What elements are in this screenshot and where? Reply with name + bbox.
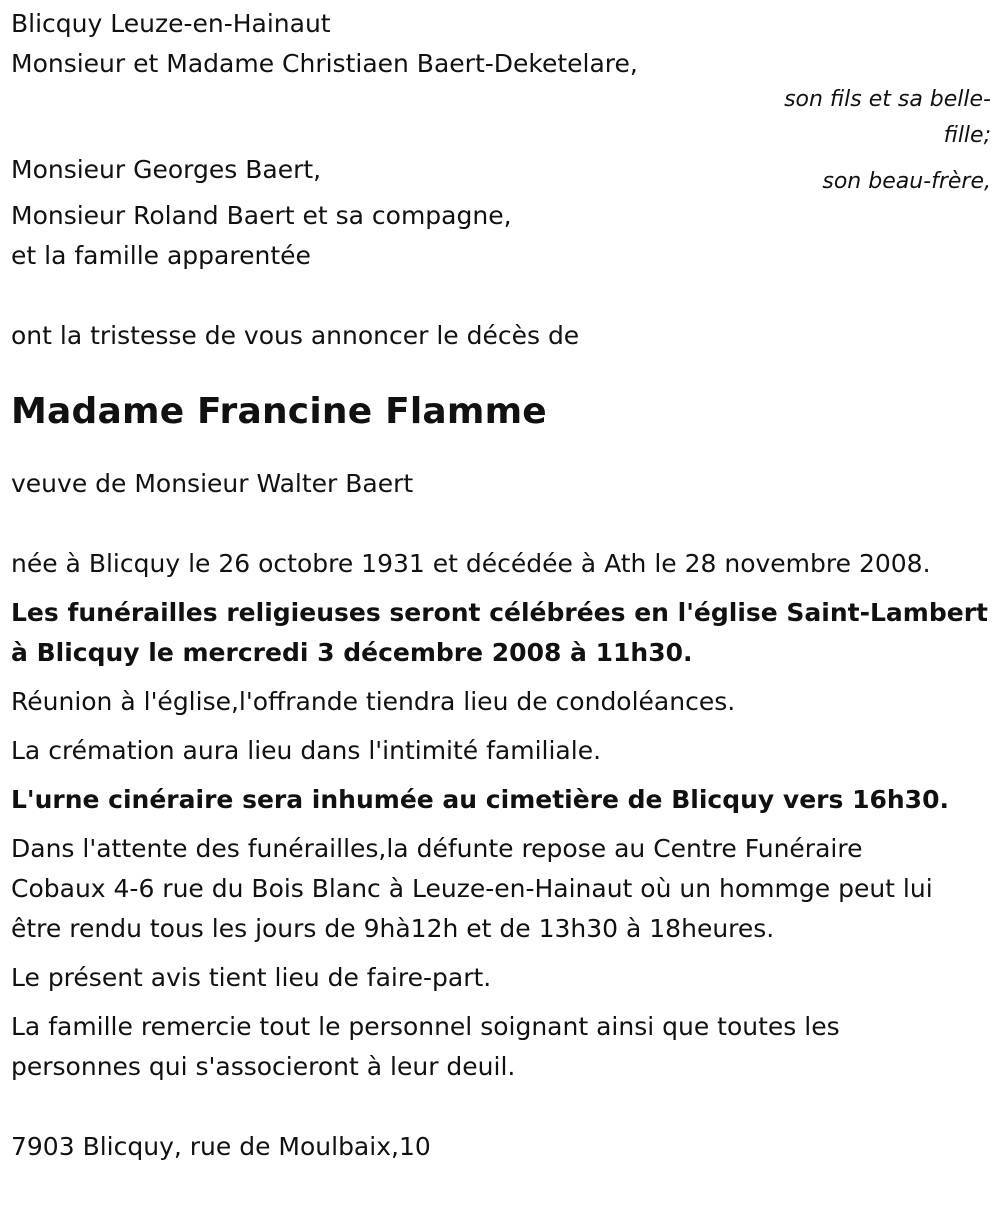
- family-relation-part: fille;: [943, 123, 991, 148]
- reunion-info: Réunion à l'église,l'offrande tiendra lieu de condoléances.: [11, 687, 736, 716]
- address: 7903 Blicquy, rue de Moulbaix,10: [11, 1132, 431, 1161]
- obituary-notice: [11, 4, 991, 1167]
- family-relation: son beau-frère,: [822, 169, 991, 194]
- widow-of: veuve de Monsieur Walter Baert: [11, 469, 414, 498]
- birth-death-dates: née à Blicquy le 26 octobre 1931 et décédée à Ath le 28 novembre 2008.: [11, 549, 931, 578]
- urn-info: L'urne cinéraire sera inhumée au cimetière de Blicquy vers 16h30.: [11, 785, 949, 814]
- thanks-line: personnes qui s'associeront à leur deuil.: [11, 1052, 516, 1081]
- thanks-line: La famille remercie tout le personnel soignant ainsi que toutes les: [11, 1012, 840, 1041]
- announcement: ont la tristesse de vous annoncer le décès de: [11, 321, 580, 350]
- family-relation: [11, 82, 991, 154]
- family-member-name: Monsieur Georges Baert,: [11, 155, 322, 184]
- place-line: Blicquy Leuze-en-Hainaut: [11, 9, 331, 38]
- viewing-line: être rendu tous les jours de 9hà12h et de 13h30 à 18heures.: [11, 914, 775, 943]
- thanks-message: [11, 1007, 991, 1087]
- spacer: [11, 1096, 991, 1127]
- funeral-details: [11, 593, 991, 673]
- family-member-name: Monsieur et Madame Christiaen Baert-Deketelare,: [11, 49, 638, 78]
- spacer: [11, 276, 991, 316]
- spacer: [11, 444, 991, 464]
- viewing-line: Dans l'attente des funérailles,la défunte repose au Centre Funéraire: [11, 834, 863, 863]
- viewing-line: Cobaux 4-6 rue du Bois Blanc à Leuze-en-Hainaut où un hommge peut lui: [11, 874, 933, 903]
- extended-family: et la famille apparentée: [11, 241, 311, 270]
- funeral-line: à Blicquy le mercredi 3 décembre 2008 à 11h30.: [11, 638, 693, 667]
- spacer: [11, 504, 991, 544]
- deceased-name: Madame Francine Flamme: [11, 391, 547, 432]
- cremation-info: La crémation aura lieu dans l'intimité familiale.: [11, 736, 602, 765]
- family-member-name: Monsieur Roland Baert et sa compagne,: [11, 201, 512, 230]
- notice-statement: Le présent avis tient lieu de faire-part.: [11, 963, 492, 992]
- family-relation-part: son fils et sa belle-: [784, 87, 991, 112]
- viewing-info: [11, 829, 991, 949]
- funeral-line: Les funérailles religieuses seront célébrées en l'église Saint-Lambert: [11, 598, 988, 627]
- spacer: [11, 356, 991, 380]
